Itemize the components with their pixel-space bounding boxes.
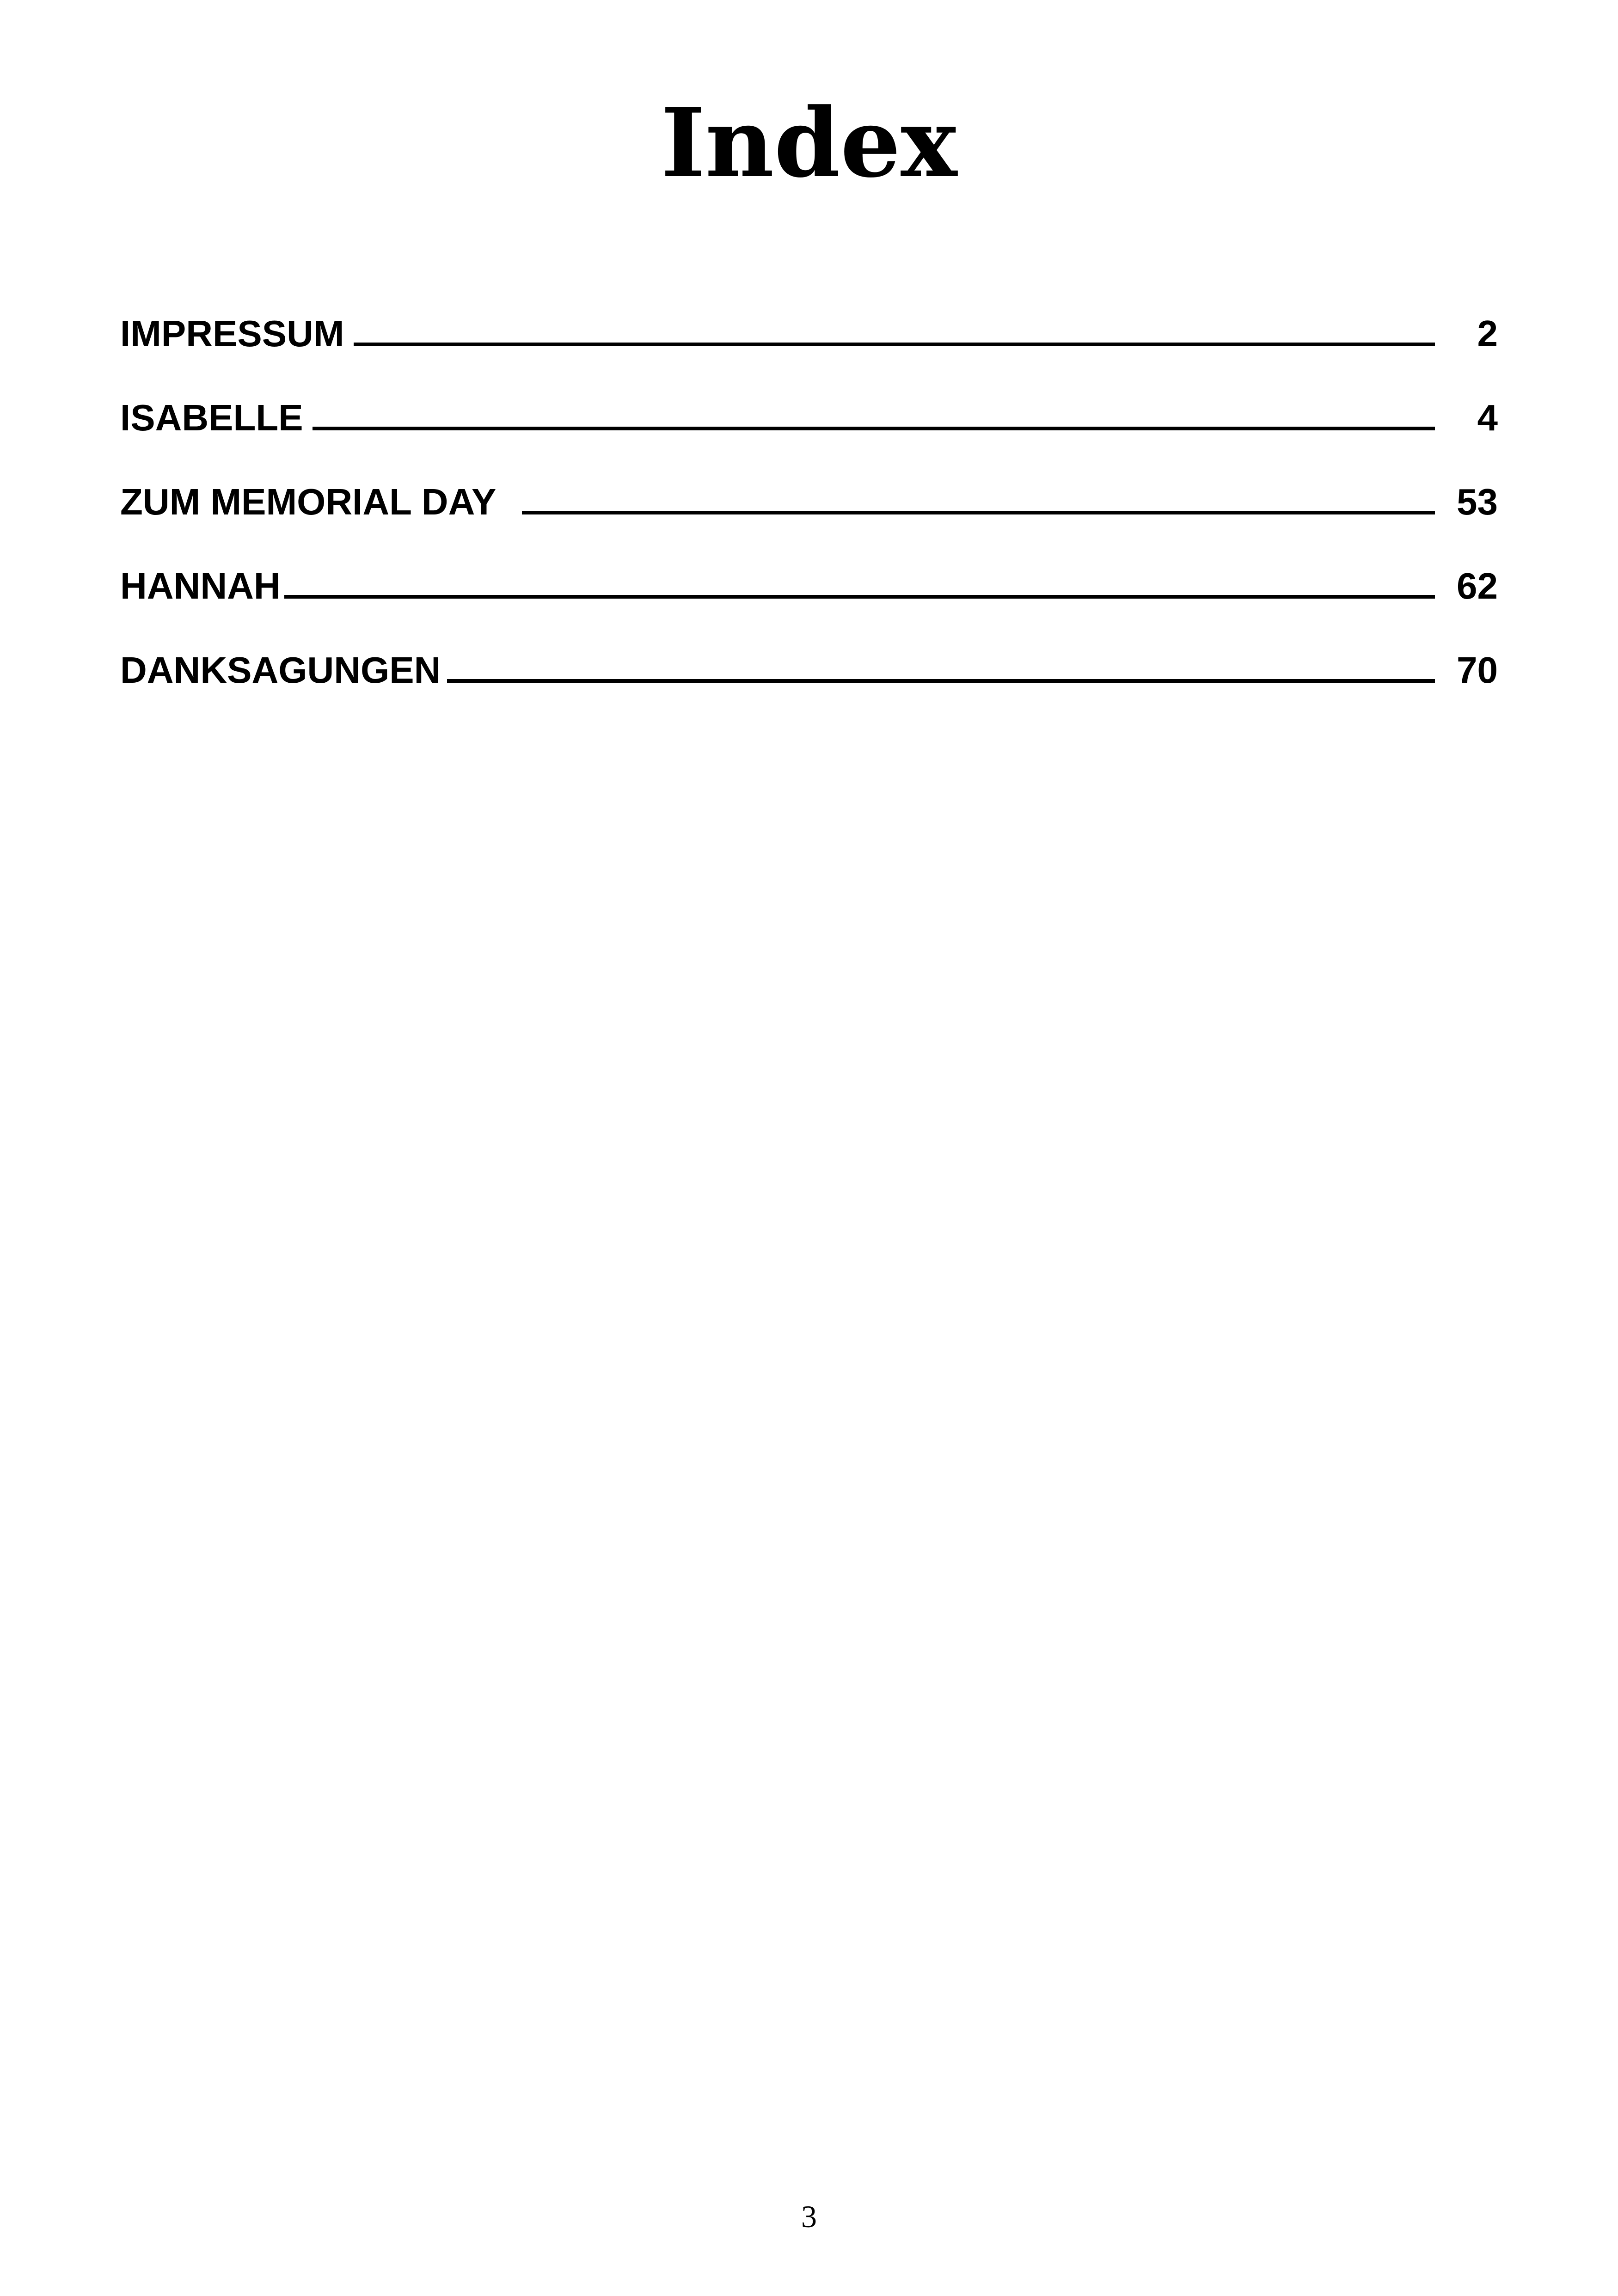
toc-entry-zum-memorial-day[interactable] [120,481,1498,565]
toc-entry-label: IMPRESSUM [120,313,344,354]
toc-leader-line [313,427,1435,430]
toc-entry-label: DANKSAGUNGEN [120,649,441,691]
toc-entry-page: 62 [1457,565,1498,606]
toc-entry-isabelle[interactable] [120,397,1498,481]
toc-entry-danksagungen[interactable] [120,649,1498,733]
toc-entry-page: 70 [1457,649,1498,691]
toc-entry-page: 2 [1477,313,1498,354]
toc-leader-line [284,595,1435,599]
toc-entry-label: ZUM MEMORIAL DAY [120,481,496,522]
toc-leader-line [447,679,1435,683]
toc-entry-label: ISABELLE [120,397,303,438]
toc-entry-impressum[interactable] [120,312,1498,397]
toc-entry-hannah[interactable] [120,565,1498,649]
toc-entry-page: 53 [1457,481,1498,522]
page-number: 3 [801,2199,817,2234]
toc-entry-page: 4 [1477,397,1498,438]
toc-entry-label: HANNAH [120,565,281,606]
toc-leader-line [354,343,1435,346]
page-title: Index [661,88,957,199]
table-of-contents [120,312,1498,733]
toc-leader-line [522,511,1435,514]
